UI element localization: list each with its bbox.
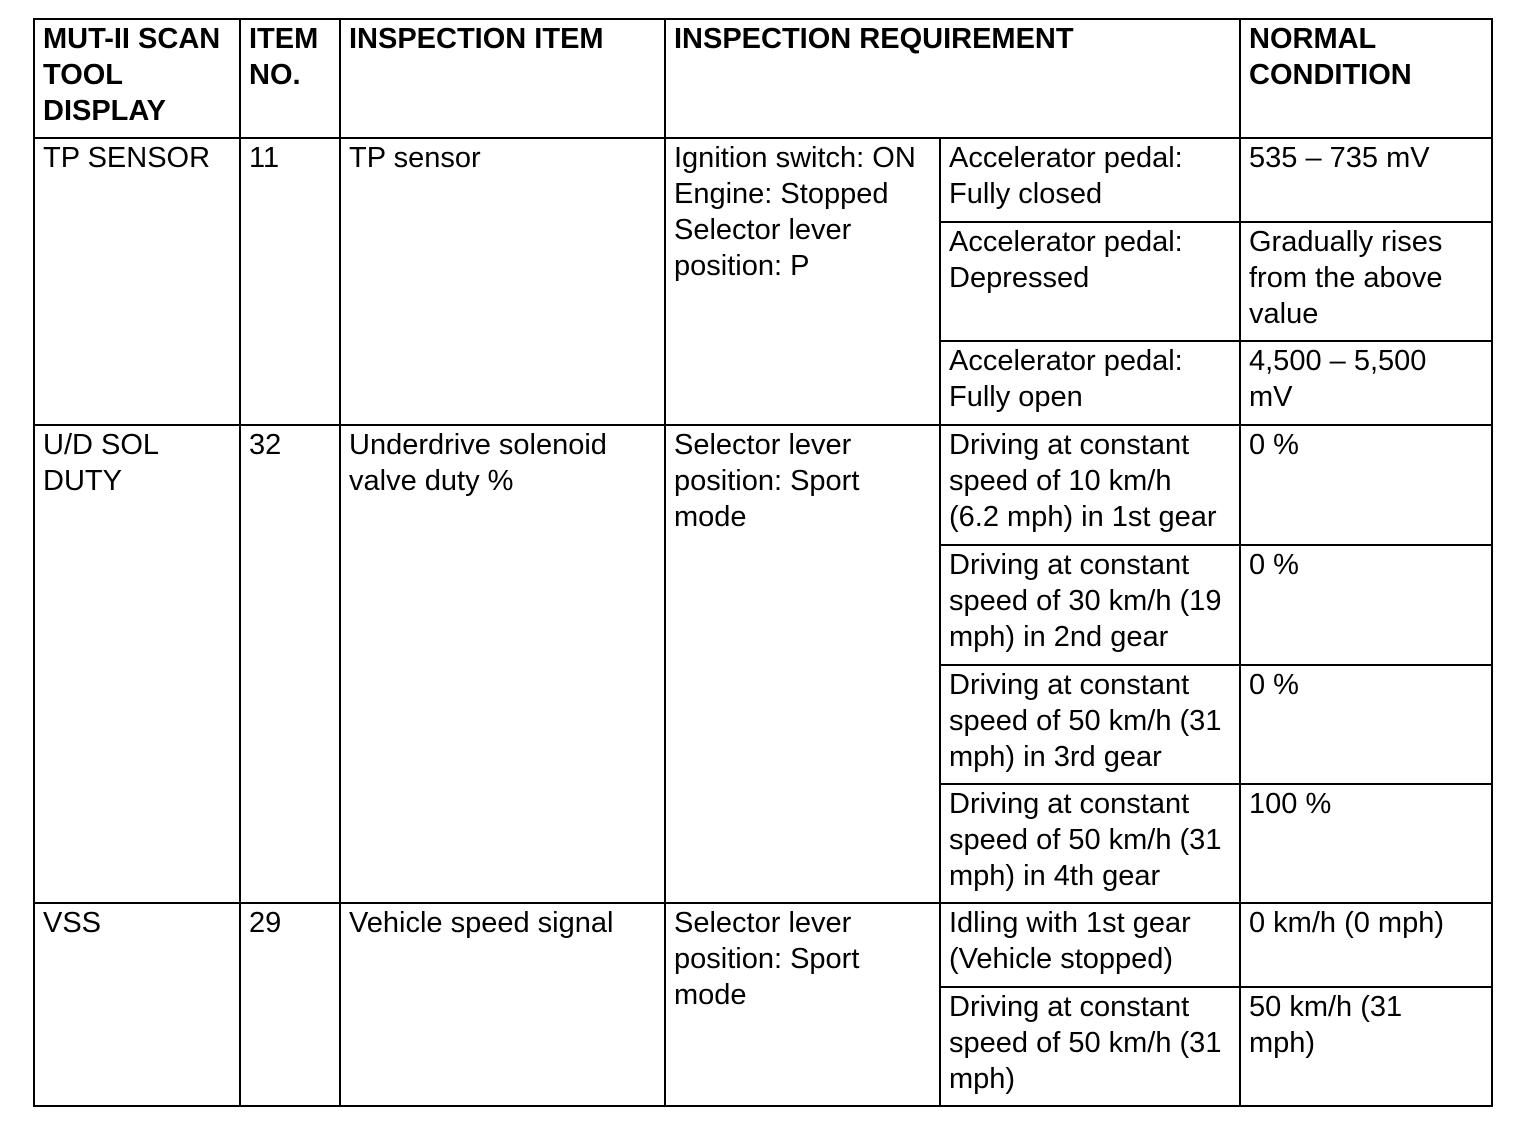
item-cell: Underdrive solenoid valve duty % bbox=[340, 425, 665, 903]
condition-cell: Driving at constant speed of 30 km/h (19 mph) in 2nd gear bbox=[940, 545, 1240, 665]
header-inspection-requirement: INSPECTION REQUIREMENT bbox=[665, 19, 1240, 138]
item-cell: Vehicle speed signal bbox=[340, 903, 665, 1106]
requirement-cell: Selector lever position: Sport mode bbox=[665, 425, 940, 903]
display-cell: TP SENSOR bbox=[34, 138, 240, 425]
condition-cell: Driving at constant speed of 50 km/h (31 mph) in 3rd gear bbox=[940, 665, 1240, 784]
header-item-no: ITEM NO. bbox=[240, 19, 340, 138]
display-cell: U/D SOL DUTY bbox=[34, 425, 240, 903]
normal-cell: Gradually rises from the above value bbox=[1240, 222, 1492, 341]
normal-cell: 100 % bbox=[1240, 784, 1492, 903]
condition-cell: Driving at constant speed of 50 km/h (31 mph) in 4th gear bbox=[940, 784, 1240, 903]
condition-cell: Accelerator pedal: Fully open bbox=[940, 341, 1240, 425]
normal-cell: 0 km/h (0 mph) bbox=[1240, 903, 1492, 987]
display-cell: VSS bbox=[34, 903, 240, 1106]
normal-cell: 50 km/h (31 mph) bbox=[1240, 987, 1492, 1106]
normal-cell: 0 % bbox=[1240, 425, 1492, 545]
header-inspection-item: INSPECTION ITEM bbox=[340, 19, 665, 138]
condition-cell: Idling with 1st gear (Vehicle stopped) bbox=[940, 903, 1240, 987]
requirement-cell: Selector lever position: Sport mode bbox=[665, 903, 940, 1106]
header-row bbox=[34, 19, 1492, 138]
normal-cell: 0 % bbox=[1240, 545, 1492, 665]
requirement-cell: Ignition switch: ON Engine: Stopped Selector lever position: P bbox=[665, 138, 940, 425]
item-no-cell: 11 bbox=[240, 138, 340, 425]
item-cell: TP sensor bbox=[340, 138, 665, 425]
condition-cell: Driving at constant speed of 10 km/h (6.2 mph) in 1st gear bbox=[940, 425, 1240, 545]
inspection-table bbox=[33, 18, 1493, 1107]
table-row bbox=[34, 903, 1492, 987]
item-no-cell: 32 bbox=[240, 425, 340, 903]
condition-cell: Accelerator pedal: Fully closed bbox=[940, 138, 1240, 222]
header-normal-condition: NORMAL CONDITION bbox=[1240, 19, 1492, 138]
normal-cell: 4,500 – 5,500 mV bbox=[1240, 341, 1492, 425]
condition-cell: Driving at constant speed of 50 km/h (31 mph) bbox=[940, 987, 1240, 1106]
normal-cell: 0 % bbox=[1240, 665, 1492, 784]
table-row bbox=[34, 425, 1492, 545]
normal-cell: 535 – 735 mV bbox=[1240, 138, 1492, 222]
item-no-cell: 29 bbox=[240, 903, 340, 1106]
header-scan-tool-display: MUT-II SCAN TOOL DISPLAY bbox=[34, 19, 240, 138]
condition-cell: Accelerator pedal: Depressed bbox=[940, 222, 1240, 341]
table-row bbox=[34, 138, 1492, 222]
